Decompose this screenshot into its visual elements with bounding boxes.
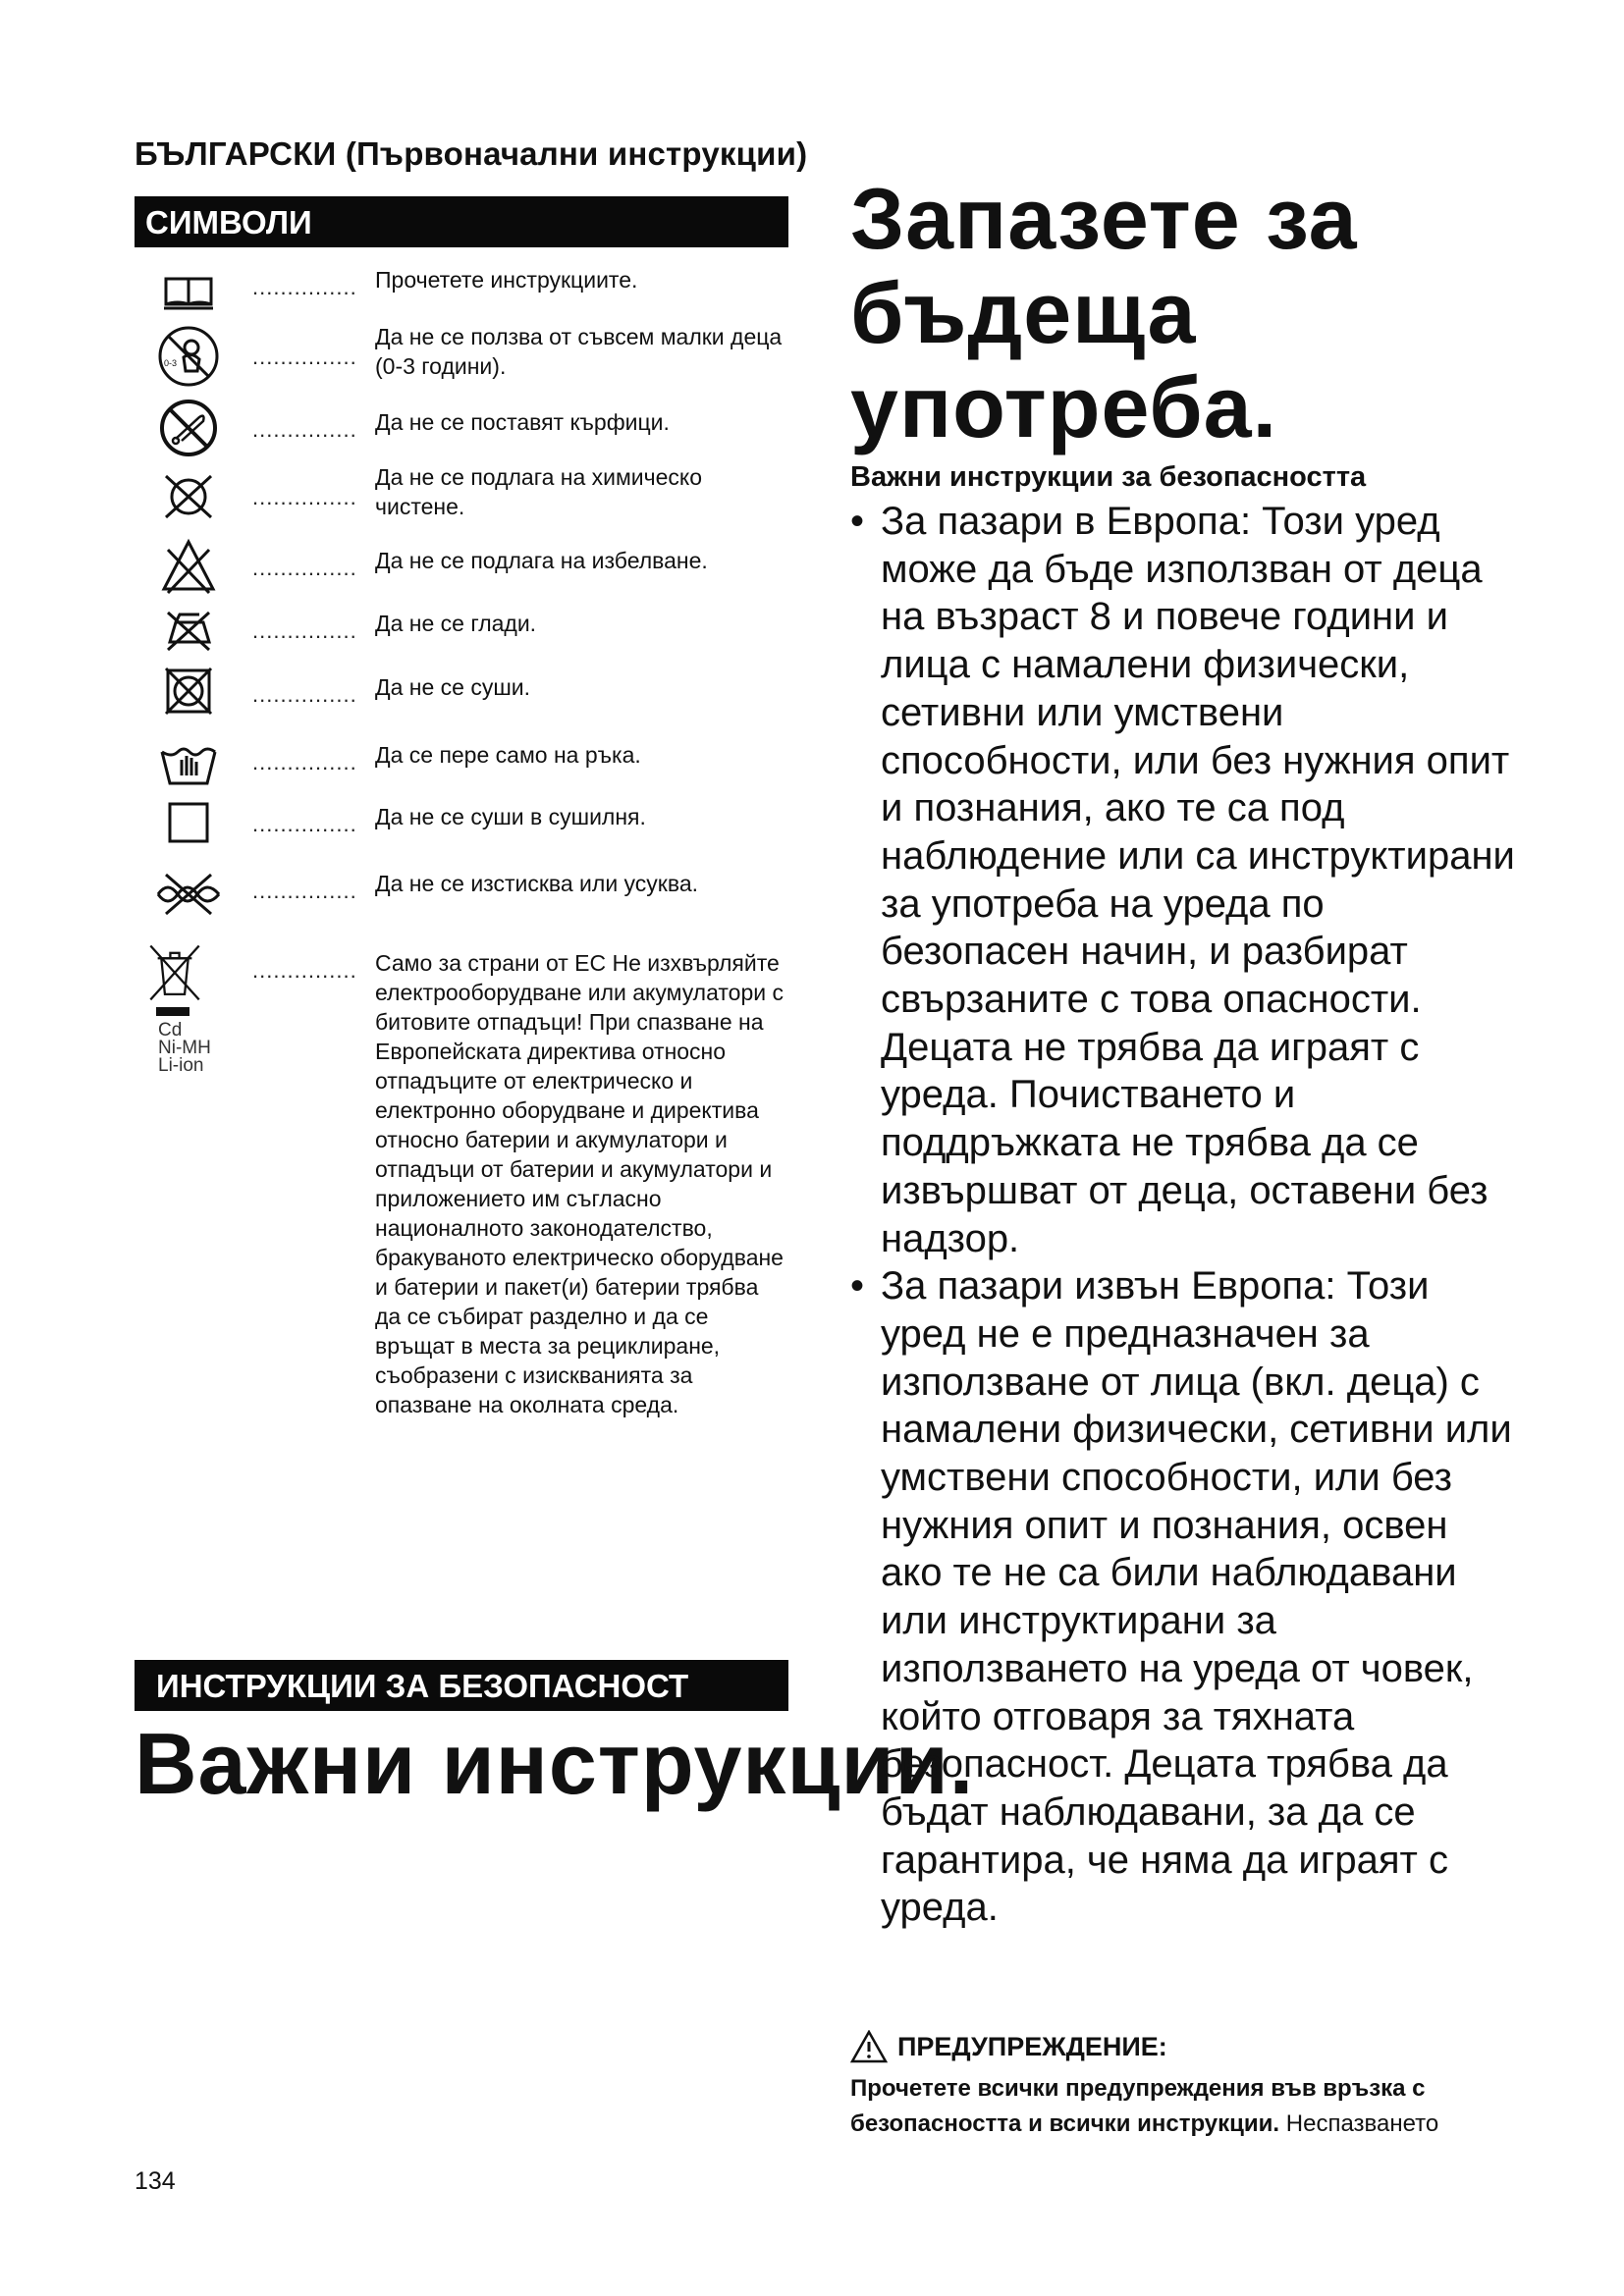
cd-label: Cd <box>158 1020 183 1041</box>
no-small-children-icon <box>135 322 243 391</box>
symbol-row: 0-3 ............... Да не се ползва от съвсем малки деца (0-3 години). <box>135 322 788 407</box>
symbol-row: ............... Да не се подлага на избелване. <box>135 546 788 609</box>
list-item <box>850 1262 1518 1932</box>
warning-continued-text: Неспазването <box>1285 2110 1439 2137</box>
symbols-section-header: СИМВОЛИ <box>135 196 788 247</box>
warning-triangle-icon <box>850 2030 888 2063</box>
keep-for-future-title: Запазете за бъдеща употреба. <box>850 170 1358 455</box>
hand-wash-icon <box>135 728 243 797</box>
bullet-marker: • <box>850 500 865 543</box>
nimh-label: Ni-MH <box>158 1038 211 1058</box>
symbol-description: Да не се ползва от съвсем малки деца (0-3 години). <box>375 324 783 379</box>
liion-label: Li-ion <box>158 1055 204 1076</box>
warning-text <box>850 2071 1518 2142</box>
important-instructions-title: Важни инструкции. <box>135 1715 975 1812</box>
page-number: 134 <box>135 2167 176 2195</box>
bullet-marker: • <box>850 1264 865 1308</box>
symbol-row: ............... Да не се поставят кърфици. <box>135 407 788 462</box>
symbol-description: Да не се поставят кърфици. <box>375 409 670 435</box>
symbol-description: Прочетете инструкциите. <box>375 267 638 293</box>
symbol-description: Да не се суши в сушилня. <box>375 804 646 829</box>
symbol-description: Да не се подлага на химическо чистене. <box>375 464 703 519</box>
symbol-row: ............... Да не се глади. <box>135 609 788 672</box>
symbol-row: ............... Да се пере само на ръка. <box>135 740 788 802</box>
symbol-row: ............... Да не се изстисква или усуква. <box>135 869 788 948</box>
no-wring-icon <box>135 859 243 928</box>
warning-bold-text: Прочетете всички предупреждения във връзка с безопасността и всички инструкции. <box>850 2075 1426 2137</box>
symbol-description: Да се пере само на ръка. <box>375 742 641 768</box>
symbol-description: Да не се подлага на избелване. <box>375 548 708 573</box>
no-iron-icon <box>135 593 243 662</box>
symbol-row: Cd Ni-MH Li-ion ............... Само за страни от ЕС Не изхвърляйте електрооборудване или акумулатори с битовите отпадъци! При спазване на Европейската директива относно отпадъците от електрическо и електронно оборудване и директива относно батерии и акумулатори и отпадъци от батерии и акумулатори и приложението им съгласно националното законодателство, бракуваното електрическо оборудване и батерии и пакет(и) батерии трябва да се събират разделно и да се връщат в места за рециклиране, съобразени с изискванията за опазване на околната среда. <box>135 948 788 1576</box>
warning-heading <box>850 2030 1167 2063</box>
symbol-row: ............... Да не се подлага на химическо чистене. <box>135 462 788 546</box>
age-range-label: 0-3 <box>164 358 178 368</box>
no-tumble-dry-icon <box>135 657 243 725</box>
symbol-description: Да не се суши. <box>375 674 531 700</box>
warning-label: ПРЕДУПРЕЖДЕНИЕ: <box>897 2031 1167 2061</box>
safety-section-header: ИНСТРУКЦИИ ЗА БЕЗОПАСНОСТ <box>135 1660 788 1711</box>
page-title: БЪЛГАРСКИ (Първоначални инструкции) <box>135 135 808 172</box>
bullet-text: За пазари извън Европа: Този уред не е предназначен за използване от лица (вкл. деца) с намалени физически, сетивни или умствени способности, или без нужния опит и познания, освен ако те не са били наблюдавани или инструктирани за използването на уреда от човек, който отговаря за тяхната безопасност. Децата трябва да бъдат наблюдавани, за да се гарантира, че няма да играят с уреда. <box>881 1264 1512 1930</box>
no-safety-pin-icon <box>135 394 243 462</box>
dryer-square-icon <box>135 788 243 857</box>
symbol-description: Само за страни от ЕС Не изхвърляйте електрооборудване или акумулатори с битовите отпадъци! При спазване на Европейската директива относно отпадъците от електрическо и електронно оборудване и директива относно батерии и акумулатори и отпадъци от батерии и акумулатори и приложението им съгласно националното законодателство, бракуваното електрическо оборудване и батерии и пакет(и) батерии трябва да се събират разделно и да се връщат в места за рециклиране, съобразени с изискванията за опазване на околната среда. <box>375 950 784 1417</box>
symbols-list <box>135 265 788 1576</box>
book-icon <box>135 257 243 326</box>
underline-bar <box>156 1007 189 1016</box>
crossed-bin-icon <box>135 940 243 1097</box>
symbol-description: Да не се изстисква или усуква. <box>375 871 698 896</box>
symbol-row: ............... Да не се суши. <box>135 672 788 740</box>
bullet-text: За пазари в Европа: Този уред може да бъде използван от деца на възраст 8 и повече години и лица с намалени физически, сетивни или умствени способности, или без нужния опит и познания, ако те са под наблюдение или са инструктирани за употреба на уреда по безопасен начин, и разбират свързаните с това опасности. Децата не трябва да играят с уреда. Почистването и поддръжката не трябва да се извършват от деца, оставени без надзор. <box>881 500 1515 1260</box>
no-bleach-icon <box>135 532 243 601</box>
safety-subheading: Важни инструкции за безопасността <box>850 461 1367 493</box>
symbol-row: ............... Да не се суши в сушилня. <box>135 802 788 869</box>
no-dry-cleaning-icon <box>135 462 243 531</box>
symbol-description: Да не се глади. <box>375 611 537 636</box>
safety-bullet-list <box>850 498 1518 1932</box>
list-item <box>850 498 1518 1262</box>
symbol-row: ............... Прочетете инструкциите. <box>135 265 788 322</box>
